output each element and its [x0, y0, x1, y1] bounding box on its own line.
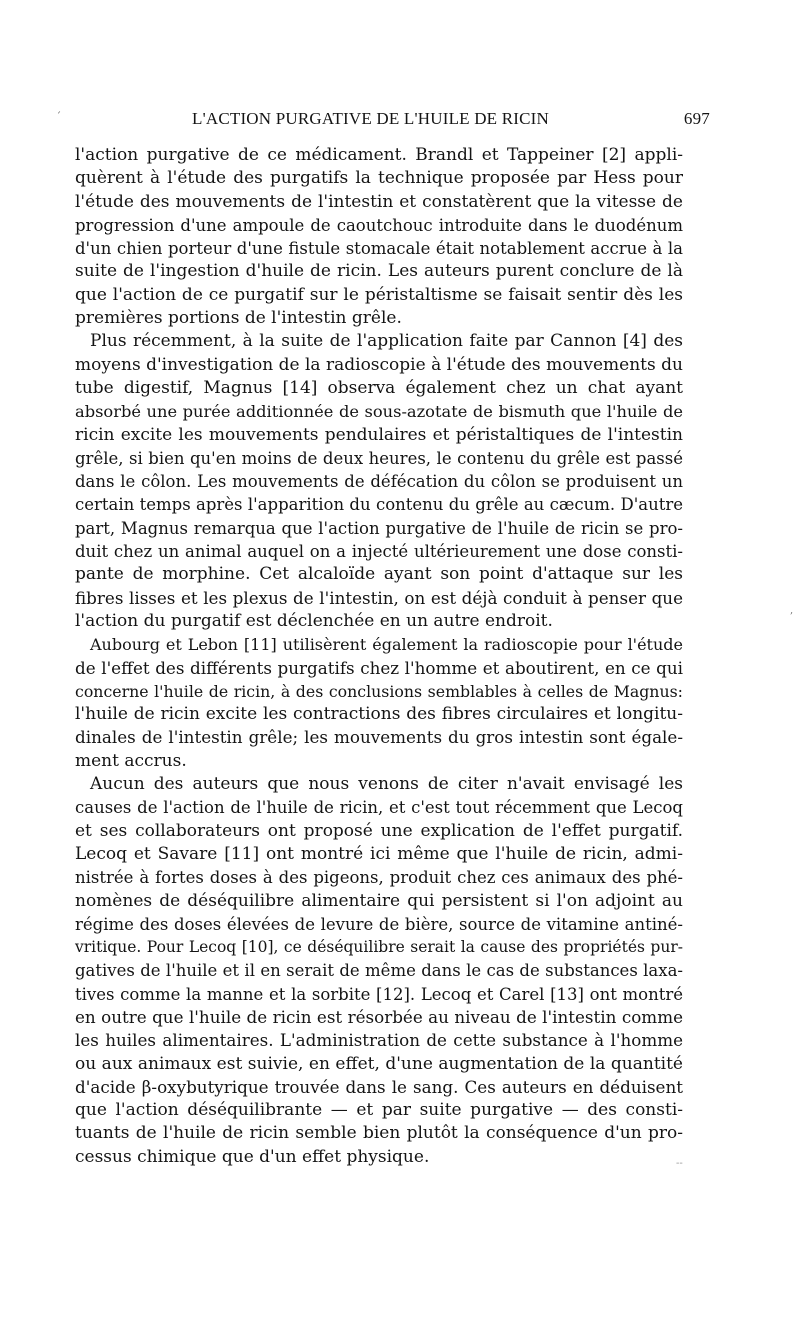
text-line: que l'action de ce purgatif sur le péristaltisme se faisait sentir dès les	[75, 284, 683, 305]
text-line: tuants de l'huile de ricin semble bien plutôt la conséquence d'un pro-	[75, 1123, 683, 1144]
text-line: causes de l'action de l'huile de ricin, et c'est tout récemment que Lecoq	[75, 798, 683, 818]
text-line: dinales de l'intestin grêle; les mouvements du gros intestin sont égale-	[75, 727, 683, 748]
text-line: quèrent à l'étude des purgatifs la technique proposée par Hess pour	[75, 168, 683, 189]
body-text	[75, 144, 683, 1169]
text-line: vritique. Pour Lecoq [10], ce déséquilibre serait la cause des propriétés pur-	[75, 938, 683, 957]
running-title: L'ACTION PURGATIVE DE L'HUILE DE RICIN	[192, 109, 549, 128]
text-line: suite de l'ingestion d'huile de ricin. Les auteurs purent conclure de là	[75, 261, 683, 282]
text-line: Aucun des auteurs que nous venons de citer n'avait envisagé les	[90, 774, 683, 795]
text-line: d'un chien porteur d'une fistule stomacale était notablement accrue à la	[75, 239, 683, 259]
text-line: duit chez un animal auquel on a injecté ultérieurement une dose consti-	[75, 542, 683, 562]
text-line: grêle, si bien qu'en moins de deux heures, le contenu du grêle est passé	[75, 448, 683, 468]
text-line: concerne l'huile de ricin, à des conclusions semblables à celles de Magnus:	[75, 681, 683, 701]
text-line: l'huile de ricin excite les contractions des fibres circulaires et longitu-	[75, 704, 683, 725]
text-line: que l'action déséquilibrante — et par suite purgative — des consti-	[75, 1100, 683, 1121]
text-line: pante de morphine. Cet alcaloïde ayant son point d'attaque sur les	[75, 564, 683, 585]
text-line: progression d'une ampoule de caoutchouc introduite dans le duodénum	[75, 215, 683, 235]
text-line: tives comme la manne et la sorbite [12]. Lecoq et Carel [13] ont montré	[75, 984, 683, 1004]
text-line: Aubourg et Lebon [11] utilisèrent également la radioscopie pour l'étude	[90, 635, 683, 655]
text-line: gatives de l'huile et il en serait de même dans le cas de substances laxa-	[75, 961, 683, 981]
text-line: tube digestif, Magnus [14] observa également chez un chat ayant	[75, 377, 683, 398]
text-line: nistrée à fortes doses à des pigeons, produit chez ces animaux des phé-	[75, 868, 683, 888]
text-line: absorbé une purée additionnée de sous-azotate de bismuth que l'huile de	[75, 402, 683, 422]
text-line: régime des doses élevées de levure de bière, source de vitamine antiné-	[75, 914, 683, 934]
text-line: ricin excite les mouvements pendulaires et péristaltiques de l'intestin	[75, 424, 683, 445]
text-line: Plus récemment, à la suite de l'application faite par Cannon [4] des	[90, 331, 683, 352]
text-line: d'acide β-oxybutyrique trouvée dans le sang. Ces auteurs en déduisent	[75, 1076, 683, 1097]
page-number: 697	[683, 109, 710, 128]
text-line: l'étude des mouvements de l'intestin et constatèrent que la vitesse de	[75, 191, 683, 212]
text-line: les huiles alimentaires. L'administration de cette substance à l'homme	[75, 1030, 683, 1051]
scan-mark: ,	[790, 605, 794, 616]
text-line: dans le côlon. Les mouvements de défécation du côlon se produisent un	[75, 472, 683, 492]
text-line: l'action purgative de ce médicament. Brandl et Tappeiner [2] appli-	[75, 145, 683, 165]
text-line: certain temps après l'apparition du contenu du grêle au cæcum. D'autre	[75, 495, 683, 515]
text-line: nomènes de déséquilibre alimentaire qui persistent si l'on adjoint au	[75, 890, 683, 911]
scan-mark: ´	[56, 112, 61, 123]
text-line: l'action du purgatif est déclenchée en un autre endroit.	[75, 610, 553, 631]
text-line: et ses collaborateurs ont proposé une explication de l'effet purgatif.	[75, 820, 683, 841]
text-line: premières portions de l'intestin grêle.	[75, 308, 402, 329]
text-line: Lecoq et Savare [11] ont montré ici même que l'huile de ricin, admi-	[75, 843, 683, 864]
text-line: ment accrus.	[75, 750, 187, 771]
text-line: ou aux animaux est suivie, en effet, d'une augmentation de la quantité	[75, 1053, 683, 1074]
text-line: de l'effet des différents purgatifs chez l'homme et aboutirent, en ce qui	[75, 657, 683, 678]
text-line: en outre que l'huile de ricin est résorbée au niveau de l'intestin comme	[75, 1006, 683, 1027]
text-line: part, Magnus remarqua que l'action purgative de l'huile de ricin se pro-	[75, 518, 683, 538]
text-line: moyens d'investigation de la radioscopie à l'étude des mouvements du	[75, 354, 683, 375]
text-line: fibres lisses et les plexus de l'intestin, on est déjà conduit à penser que	[75, 587, 683, 608]
scan-mark: --	[676, 1158, 683, 1169]
text-line: cessus chimique que d'un effet physique.	[75, 1146, 430, 1167]
